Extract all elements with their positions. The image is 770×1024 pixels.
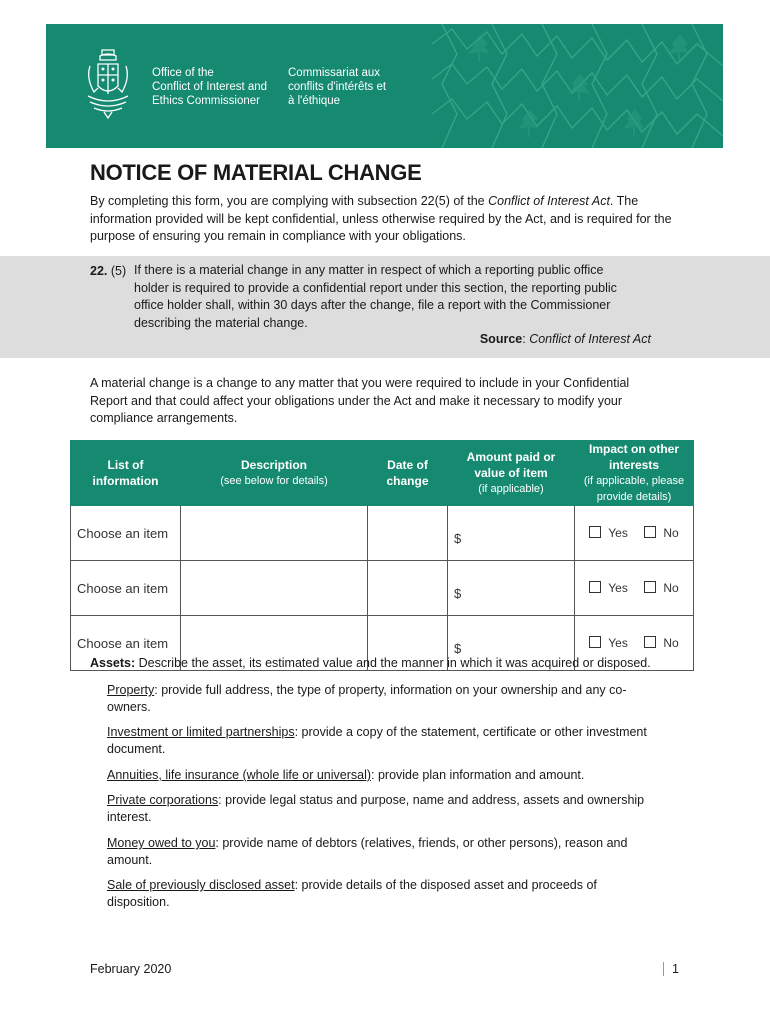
table-header-row [71,441,694,506]
impact-cell [575,561,694,616]
amount-field[interactable]: $ [448,561,575,616]
asset-item-private-corporations: Private corporations: provide legal status and purpose, name and address, assets and ownership interest. [107,793,645,824]
yes-option[interactable]: Yes [589,526,628,540]
header-banner [46,24,723,148]
act-name: Conflict of Interest Act [488,194,610,208]
yes-checkbox[interactable] [589,581,601,593]
page-number: 1 [663,962,679,976]
yes-option[interactable]: Yes [589,581,628,595]
yes-checkbox[interactable] [589,526,601,538]
assets-heading: Assets: Describe the asset, its estimated value and the manner in which it was acquired or disposed. [90,656,651,670]
column-header-list: List of information [71,441,181,506]
table-row [71,561,694,616]
no-option[interactable]: No [644,581,678,595]
no-option[interactable]: No [644,636,678,650]
footer-date: February 2020 [90,962,172,976]
page-title: NOTICE OF MATERIAL CHANGE [90,160,422,185]
maple-leaf-pattern [432,24,723,148]
asset-item-property: Property: provide full address, the type of property, information on your ownership and any co-owners. [107,683,627,714]
asset-item-sale: Sale of previously disclosed asset: provide details of the disposed asset and proceeds of disposition. [107,878,597,909]
description-field[interactable] [181,506,368,561]
section-number: 22. (5) [90,264,127,278]
yes-checkbox[interactable] [589,636,601,648]
org-name-english: Office of the Conflict of Interest and Ethics Commissioner [152,67,268,107]
no-checkbox[interactable] [644,581,656,593]
asset-item-annuities: Annuities, life insurance (whole life or universal): provide plan information and amount. [107,768,585,782]
org-name-french: Commissariat aux conflits d'intérêts et à l'éthique [288,67,387,107]
yes-option[interactable]: Yes [589,636,628,650]
no-option[interactable]: No [644,526,678,540]
intro-paragraph: By completing this form, you are complying with subsection 22(5) of the Conflict of Interest Act. The information provided will be kept confidential, unless otherwise required by the Act, and is required for the purpose of ensuring you remain in compliance with your obligations. [90,194,672,243]
material-change-table [70,440,694,671]
amount-field[interactable]: $ [448,506,575,561]
description-field[interactable] [181,561,368,616]
quote-text: If there is a material change in any matter in respect of which a reporting public office holder is required to provide a confidential report under this section, the reporting public office holder shall, within 30 days after the change, file a report with the Commissioner describing the material change. [134,263,617,330]
choose-item-dropdown[interactable]: Choose an item [71,616,181,671]
asset-item-money-owed: Money owed to you: provide name of debtors (relatives, friends, or other persons), reason and amount. [107,836,628,867]
column-header-date: Date of change [368,441,448,506]
impact-cell [575,506,694,561]
table-row [71,506,694,561]
choose-item-dropdown[interactable]: Choose an item [71,561,181,616]
date-field[interactable] [368,506,448,561]
column-header-impact: Impact on other interests (if applicable, please provide details) [575,441,694,506]
coat-of-arms-icon [84,46,132,120]
choose-item-dropdown[interactable]: Choose an item [71,506,181,561]
no-checkbox[interactable] [644,636,656,648]
column-header-description: Description (see below for details) [181,441,368,506]
column-header-amount: Amount paid or value of item (if applicable) [448,441,575,506]
amount-field[interactable]: $ [448,616,575,671]
legal-quote-box [0,256,770,358]
no-checkbox[interactable] [644,526,656,538]
definition-paragraph: A material change is a change to any matter that you were required to include in your Confidential Report and that could affect your obligations under the Act and make it necessary to modify your compliance arrangements. [90,376,630,425]
quote-source: Source: Conflict of Interest Act [479,332,651,346]
date-field[interactable] [368,561,448,616]
asset-item-investment: Investment or limited partnerships: provide a copy of the statement, certificate or other investment document. [107,725,647,756]
